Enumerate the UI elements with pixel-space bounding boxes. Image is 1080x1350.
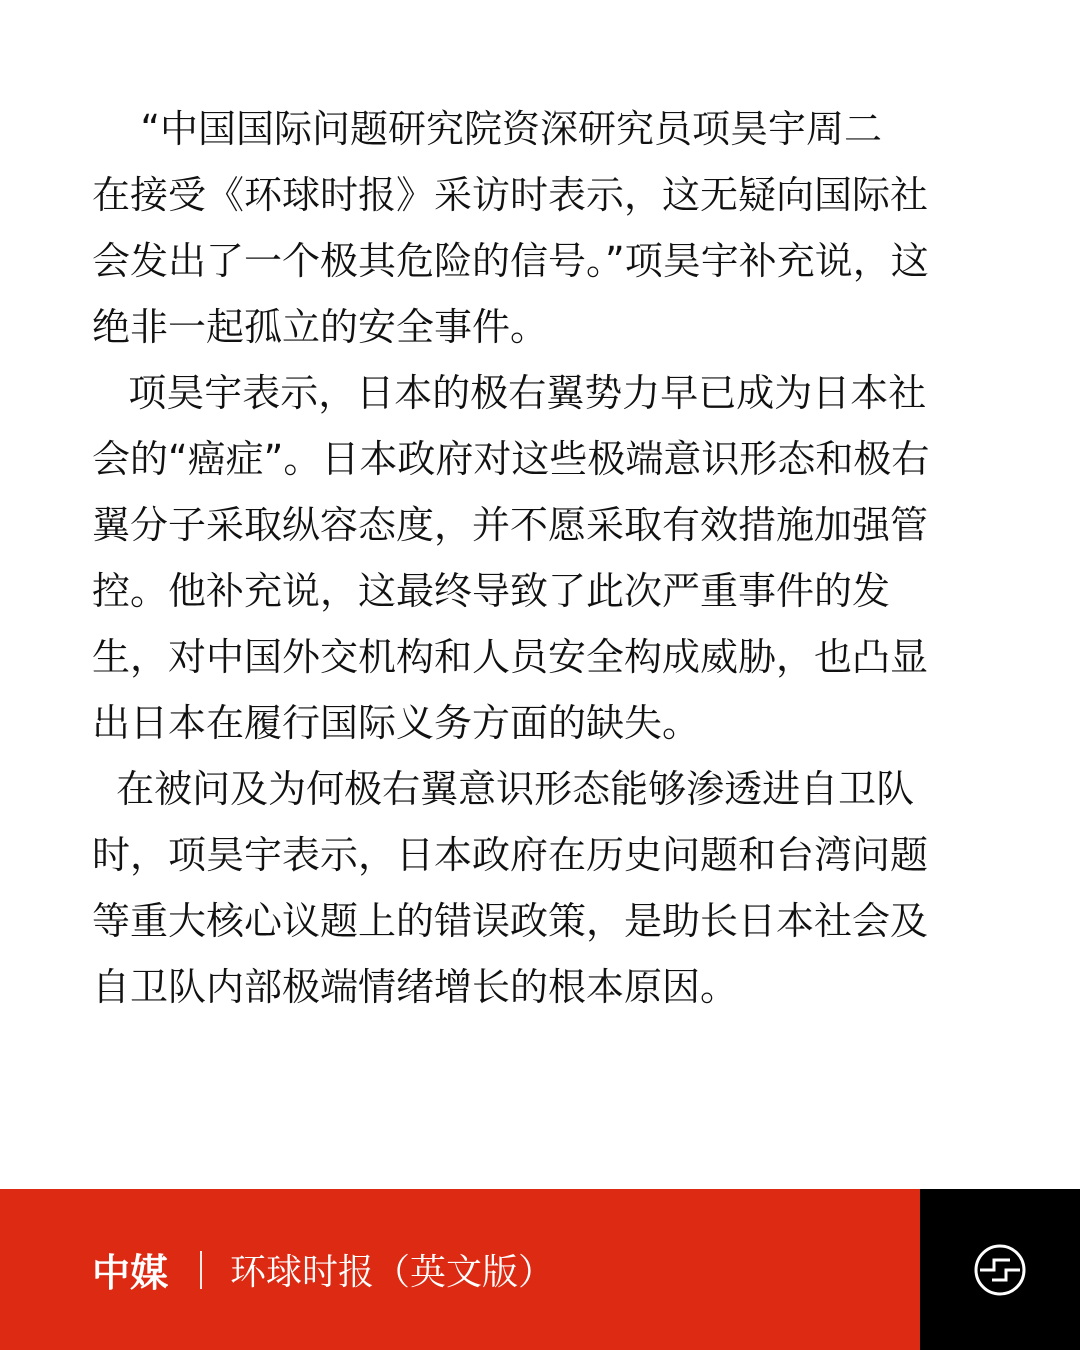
article-line: “中国国际问题研究院资深研究员项昊宇周二 bbox=[92, 107, 883, 151]
footer-bar bbox=[0, 1189, 1080, 1350]
footer-label: 中媒 bbox=[92, 1251, 169, 1295]
article-line: 时，项昊宇表示，日本政府在历史问题和台湾问题 bbox=[92, 833, 929, 877]
article-line: 出日本在履行国际义务方面的缺失。 bbox=[92, 701, 701, 745]
article-line: 在接受《环球时报》采访时表示，这无疑向国际社 bbox=[92, 173, 929, 217]
article-line: 在被问及为何极右翼意识形态能够渗透进自卫队 bbox=[92, 767, 915, 811]
circle-logo-icon bbox=[972, 1242, 1028, 1298]
article-line: 翼分子采取纵容态度，并不愿采取有效措施加强管 bbox=[92, 503, 929, 547]
footer-logo-panel bbox=[920, 1189, 1080, 1350]
article-body bbox=[92, 96, 992, 1020]
article-line: 生，对中国外交机构和人员安全构成威胁，也凸显 bbox=[92, 635, 929, 679]
footer-source-panel bbox=[0, 1189, 920, 1350]
article-line: 控。他补充说，这最终导致了此次严重事件的发 bbox=[92, 569, 891, 613]
article-line: 自卫队内部极端情绪增长的根本原因。 bbox=[92, 965, 739, 1009]
article-line: 等重大核心议题上的错误政策，是助长日本社会及 bbox=[92, 899, 929, 943]
footer-source-name: 环球时报（英文版） bbox=[230, 1252, 555, 1293]
article-line: 会的“癌症”。日本政府对这些极端意识形态和极右 bbox=[92, 437, 930, 481]
article-line: 会发出了一个极其危险的信号。”项昊宇补充说，这 bbox=[92, 239, 929, 283]
article-line: 绝非一起孤立的安全事件。 bbox=[92, 305, 549, 349]
footer-divider bbox=[200, 1251, 202, 1289]
article-line: 项昊宇表示，日本的极右翼势力早已成为日本社 bbox=[92, 371, 927, 415]
